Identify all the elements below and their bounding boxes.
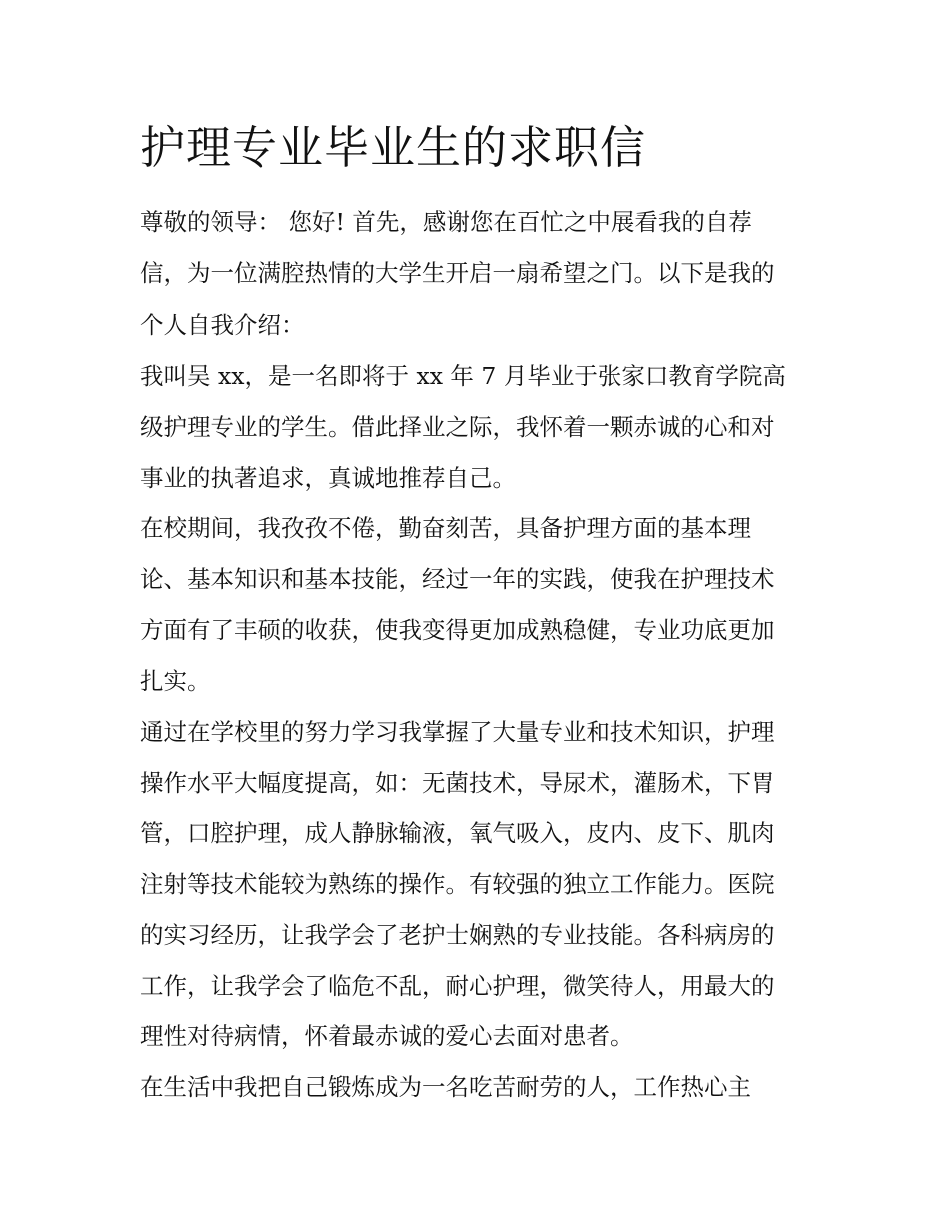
body-line: 扎实。 <box>140 667 211 695</box>
body-line: 级护理专业的学生。借此择业之际，我怀着一颗赤诚的心和对 <box>140 413 775 441</box>
body-line: 工作，让我学会了临危不乱，耐心护理，微笑待人，用最大的 <box>140 972 775 1000</box>
document-title: 护理专业毕业生的求职信 <box>140 121 647 174</box>
body-line: 的实习经历，让我学会了老护士娴熟的专业技能。各科病房的 <box>140 921 775 949</box>
body-line: 注射等技术能较为熟练的操作。有较强的独立工作能力。医院 <box>140 870 775 898</box>
body-line: 事业的执著追求，真诚地推荐自己。 <box>140 464 516 492</box>
body-line: 管，口腔护理，成人静脉输液，氧气吸入，皮内、皮下、肌肉 <box>140 819 775 847</box>
body-line: 尊敬的领导： 您好! 首先，感谢您在百忙之中展看我的自荐 <box>140 208 752 236</box>
body-line: 在生活中我把自己锻炼成为一名吃苦耐劳的人，工作热心主 <box>140 1073 751 1101</box>
body-line: 在校期间，我孜孜不倦，勤奋刻苦，具备护理方面的基本理 <box>140 514 751 542</box>
body-line: 信，为一位满腔热情的大学生开启一扇希望之门。以下是我的 <box>140 259 775 287</box>
body-line: 理性对待病情，怀着最赤诚的爱心去面对患者。 <box>140 1022 634 1050</box>
body-line: 论、基本知识和基本技能，经过一年的实践，使我在护理技术 <box>140 565 775 593</box>
body-line: 操作水平大幅度提高，如：无菌技术，导尿术，灌肠术，下胃 <box>140 769 775 797</box>
body-line: 个人自我介绍： <box>140 311 305 339</box>
body-line: 我叫吴 xx，是一名即将于 xx 年 7 月毕业于张家口教育学院高 <box>140 362 786 390</box>
body-line: 通过在学校里的努力学习我掌握了大量专业和技术知识，护理 <box>140 718 775 746</box>
body-line: 方面有了丰硕的收获，使我变得更加成熟稳健，专业功底更加 <box>140 616 775 644</box>
